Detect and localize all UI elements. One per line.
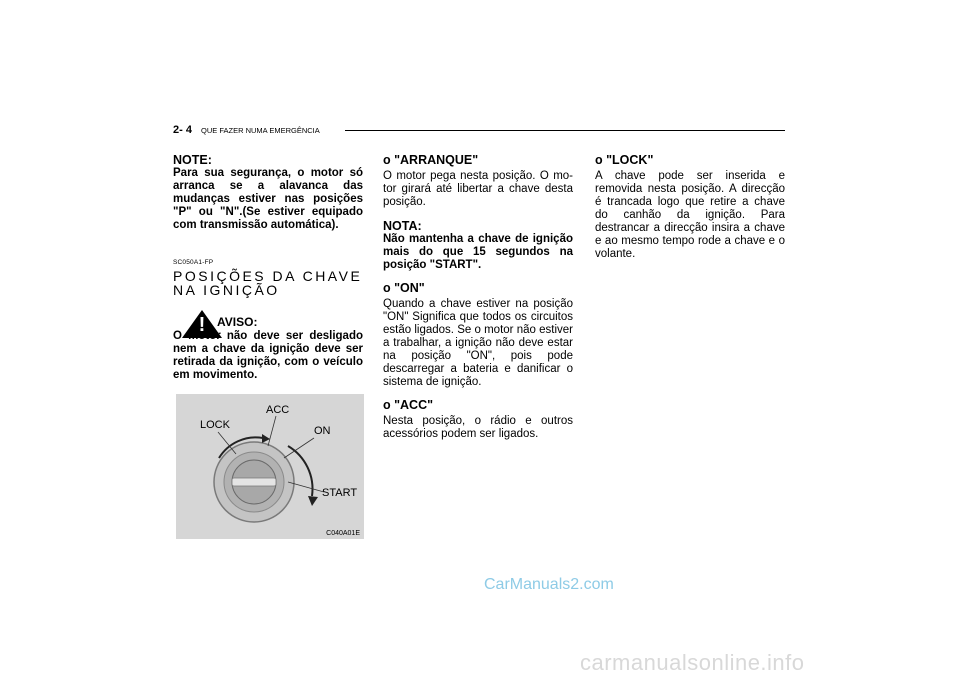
- ignition-section: [173, 256, 363, 297]
- figure-label-start: START: [322, 487, 358, 499]
- ignition-figure: [176, 394, 364, 539]
- lock-text: A chave pode ser inserida e removida nesta posição. A direcção é trancada logo que retire a chave do canhão da ignição. Para destrancar a direcção insira a chave e ao mesmo tempo rode a chave e o volante.: [595, 170, 785, 260]
- footer-watermark: carmanualsonline.info: [580, 650, 805, 675]
- figure-label-on: ON: [314, 425, 331, 437]
- on-text: Quando a chave estiver na posição "ON" Significa que todos os circuitos estão ligados. Se o motor não estiver a trabalhar, a ignição não deve estar na posição "ON", pois pode descarregar a bateria e danificar o sistema de ignição.: [383, 298, 573, 388]
- on-title: o "ON": [383, 281, 425, 295]
- warning-title: AVISO:: [217, 315, 258, 329]
- column-2: [383, 154, 573, 441]
- note-title: NOTE:: [173, 153, 212, 167]
- page-header: [173, 124, 785, 138]
- section-code: SC050A1-FP: [173, 259, 214, 266]
- warning-text: O motor não deve ser desligado nem a chave da ignição deve ser retirada da ignição, com o veículo em movimento.: [173, 330, 363, 381]
- acc-text: Nesta posição, o rádio e outros acessórios podem ser ligados.: [383, 415, 573, 440]
- lock-title: o "LOCK": [595, 153, 654, 167]
- arranque-title: o "ARRANQUE": [383, 153, 479, 167]
- exclamation-icon: !: [198, 314, 206, 336]
- figure-label-acc: ACC: [266, 404, 290, 416]
- nota-title: NOTA:: [383, 219, 422, 233]
- column-3: [595, 154, 785, 261]
- acc-title: o "ACC": [383, 398, 434, 412]
- arranque-text: O motor pega nesta posição. O mo- tor girará até libertar a chave desta posição.: [383, 170, 573, 208]
- header-rule: [345, 130, 785, 131]
- note-text: Para sua segurança, o motor só arranca se a alavanca das mudanças estiver nas posições "P" ou "N".(Se estiver equipado com transmissão automática).: [173, 167, 363, 231]
- figure-label-lock: LOCK: [200, 419, 230, 431]
- page-number: 2- 4: [173, 124, 192, 136]
- watermark-link[interactable]: CarManuals2.com: [484, 576, 614, 593]
- nota-text: Não mantenha a chave de ignição mais do que 15 segundos na posição "START".: [383, 233, 573, 271]
- section-title: QUE FAZER NUMA EMERGÊNCIA: [201, 126, 320, 135]
- warning-box: [173, 310, 363, 382]
- figure-code: C040A01E: [326, 530, 360, 537]
- ignition-title: POSIÇÕES DA CHAVE NA IGNIÇÃO: [173, 268, 363, 298]
- column-1: [173, 154, 363, 232]
